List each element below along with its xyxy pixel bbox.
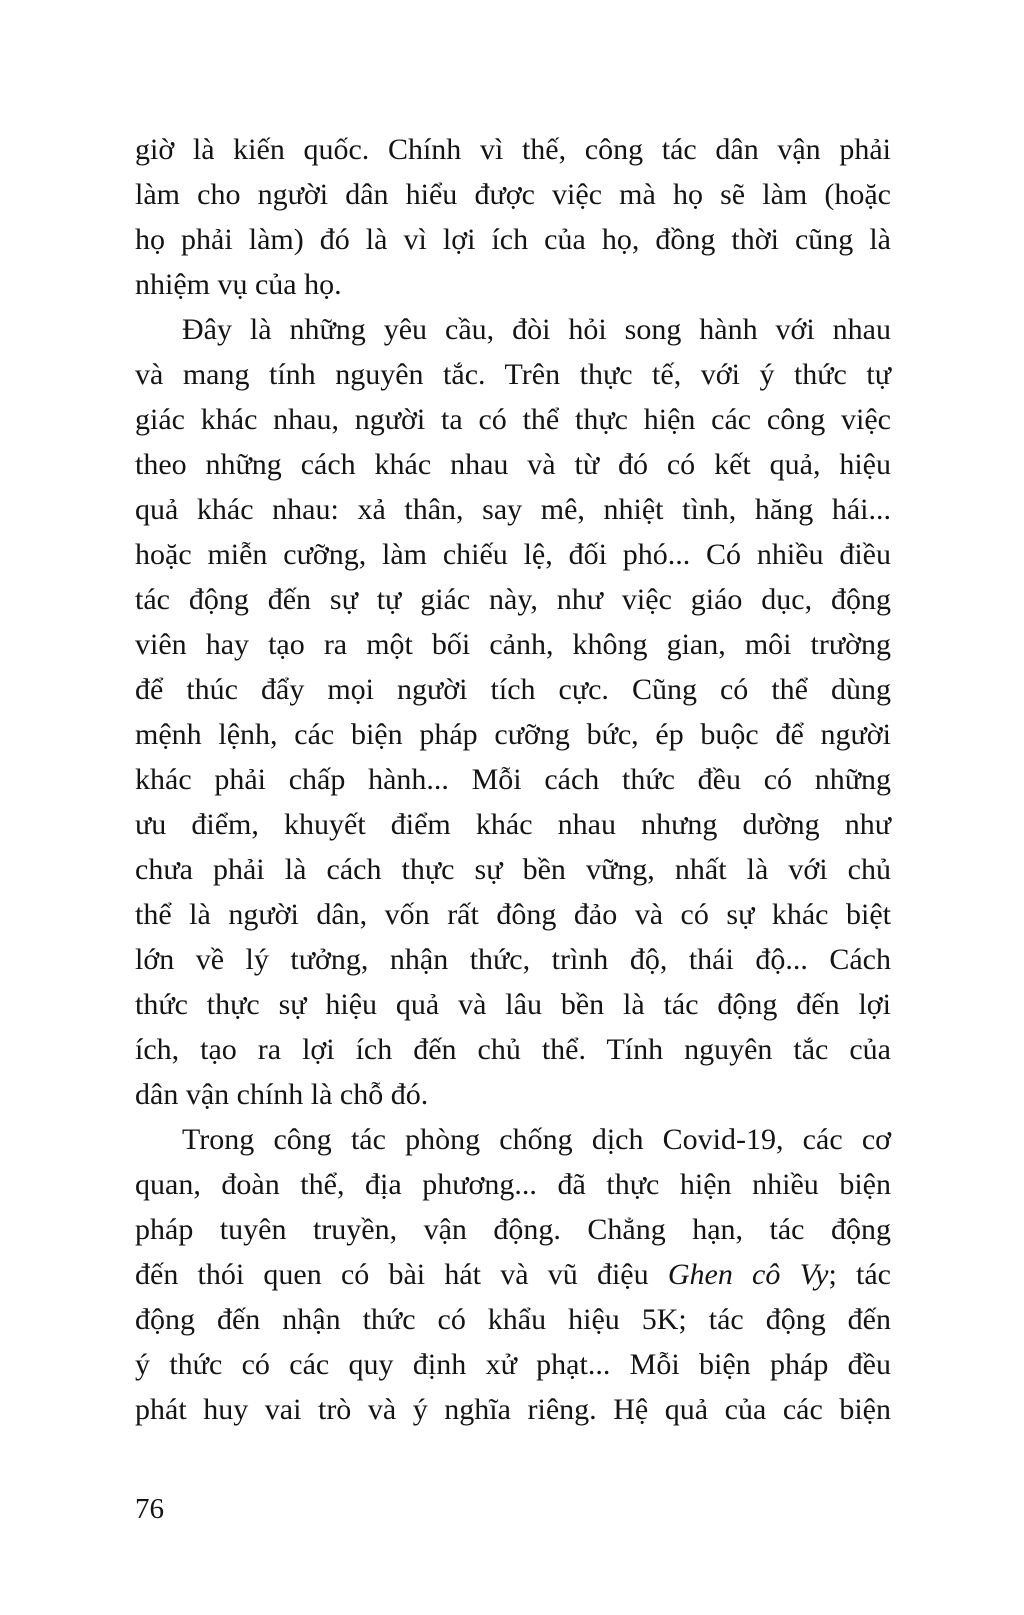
text-line: và mang tính nguyên tắc. Trên thực tế, với ý thức tự: [135, 358, 891, 391]
text-line: họ phải làm) đó là vì lợi ích của họ, đồng thời cũng là: [135, 223, 891, 256]
paragraph: [135, 127, 891, 307]
text-line: ý thức có các quy định xử phạt... Mỗi biện pháp đều: [135, 1348, 891, 1381]
text-line: làm cho người dân hiểu được việc mà họ sẽ làm (hoặc: [135, 178, 891, 211]
text-line: chưa phải là cách thực sự bền vững, nhất là với chủ: [135, 853, 891, 886]
text-line: Đây là những yêu cầu, đòi hỏi song hành với nhau: [182, 313, 891, 346]
text-line: đến thói quen có bài hát và vũ điệu Ghen cô Vy; tác: [135, 1258, 891, 1291]
text-line: quan, đoàn thể, địa phương... đã thực hiện nhiều biện: [135, 1168, 891, 1201]
text-line: ưu điểm, khuyết điểm khác nhau nhưng dường như: [135, 808, 891, 841]
text-line: phát huy vai trò và ý nghĩa riêng. Hệ quả của các biện: [135, 1393, 891, 1426]
text-line: nhiệm vụ của họ.: [135, 268, 342, 301]
text-line: để thúc đẩy mọi người tích cực. Cũng có thể dùng: [135, 673, 891, 706]
text-line: Trong công tác phòng chống dịch Covid-19, các cơ: [182, 1123, 891, 1156]
text-line: động đến nhận thức có khẩu hiệu 5K; tác động đến: [135, 1303, 891, 1336]
text-line: giờ là kiến quốc. Chính vì thế, công tác dân vận phải: [135, 133, 891, 166]
page-number: 76: [135, 1493, 164, 1525]
paragraph: [135, 1117, 891, 1432]
italic-work-title: Ghen cô Vy: [667, 1258, 829, 1291]
text-line: tác động đến sự tự giác này, như việc giáo dục, động: [135, 583, 891, 616]
text-block: [135, 127, 891, 1432]
text-line: ích, tạo ra lợi ích đến chủ thể. Tính nguyên tắc của: [135, 1033, 891, 1066]
text-line: quả khác nhau: xả thân, say mê, nhiệt tình, hăng hái...: [135, 493, 891, 526]
text-line: khác phải chấp hành... Mỗi cách thức đều có những: [135, 763, 891, 796]
text-line: giác khác nhau, người ta có thể thực hiện các công việc: [135, 403, 891, 436]
text-line: dân vận chính là chỗ đó.: [135, 1078, 429, 1111]
text-line: thể là người dân, vốn rất đông đảo và có sự khác biệt: [135, 898, 891, 931]
text-line: hoặc miễn cưỡng, làm chiếu lệ, đối phó... Có nhiều điều: [135, 538, 891, 571]
text-line: thức thực sự hiệu quả và lâu bền là tác động đến lợi: [135, 988, 891, 1021]
text-line: pháp tuyên truyền, vận động. Chẳng hạn, tác động: [135, 1213, 891, 1246]
text-line: viên hay tạo ra một bối cảnh, không gian, môi trường: [135, 628, 891, 661]
text-line: theo những cách khác nhau và từ đó có kết quả, hiệu: [135, 448, 891, 481]
paragraph: [135, 307, 891, 1117]
text-line: lớn về lý tưởng, nhận thức, trình độ, thái độ... Cách: [135, 943, 891, 976]
text-line: mệnh lệnh, các biện pháp cưỡng bức, ép buộc để người: [135, 718, 891, 751]
